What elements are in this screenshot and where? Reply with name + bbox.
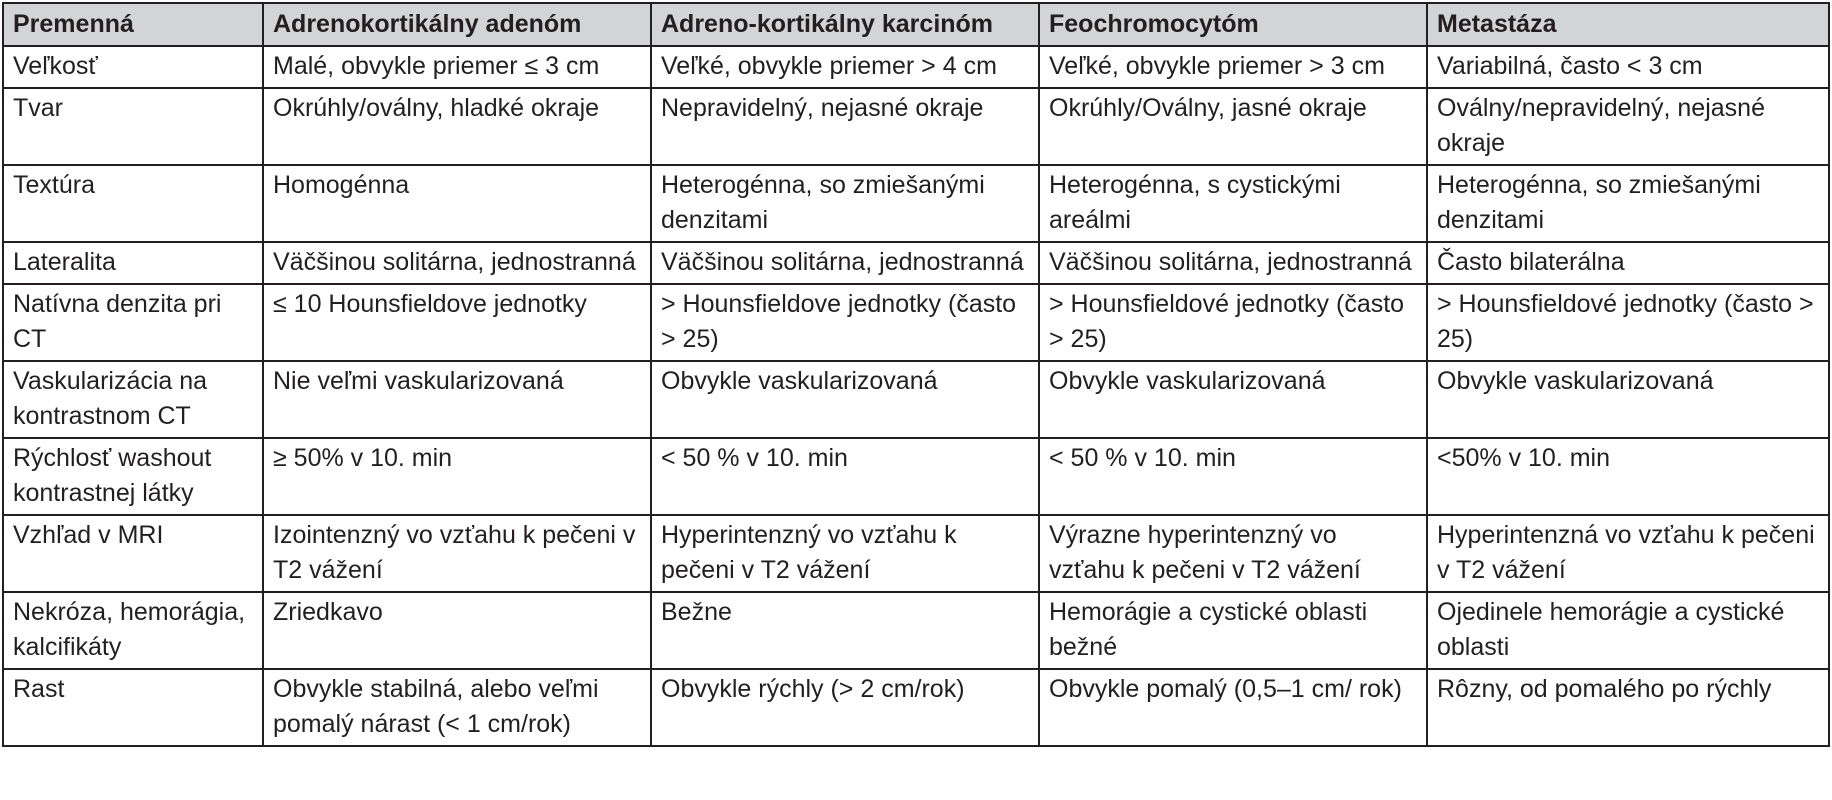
header-cell-carcinoma: Adreno-kortikálny karcinóm <box>651 3 1039 46</box>
table-row <box>3 438 1829 515</box>
cell-variable: Vaskularizácia na kontrastnom CT <box>3 361 263 438</box>
cell-pheochromocytoma: > Hounsfieldové jednotky (často > 25) <box>1039 284 1427 361</box>
cell-carcinoma: Bežne <box>651 592 1039 669</box>
cell-carcinoma: Heterogénna, so zmiešanými denzitami <box>651 165 1039 242</box>
cell-variable: Nekróza, hemorágia, kalcifikáty <box>3 592 263 669</box>
table-row <box>3 284 1829 361</box>
cell-carcinoma: Väčšinou solitárna, jednostranná <box>651 242 1039 284</box>
table-row <box>3 242 1829 284</box>
cell-metastasis: Rôzny, od pomalého po rýchly <box>1427 669 1829 746</box>
cell-carcinoma: Veľké, obvykle priemer > 4 cm <box>651 46 1039 88</box>
cell-pheochromocytoma: Výrazne hyperintenzný vo vzťahu k pečeni v T2 vážení <box>1039 515 1427 592</box>
cell-metastasis: > Hounsfieldové jednotky (často > 25) <box>1427 284 1829 361</box>
cell-carcinoma: < 50 % v 10. min <box>651 438 1039 515</box>
header-cell-variable: Premenná <box>3 3 263 46</box>
cell-variable: Vzhľad v MRI <box>3 515 263 592</box>
cell-metastasis: Obvykle vaskularizovaná <box>1427 361 1829 438</box>
cell-metastasis: Ojedinele hemorágie a cystické oblasti <box>1427 592 1829 669</box>
cell-metastasis: Hyperintenzná vo vzťahu k pečeni v T2 vážení <box>1427 515 1829 592</box>
cell-adenoma: Obvykle stabilná, alebo veľmi pomalý nárast (< 1 cm/rok) <box>263 669 651 746</box>
table-row <box>3 515 1829 592</box>
cell-metastasis: Heterogénna, so zmiešanými denzitami <box>1427 165 1829 242</box>
table-row <box>3 361 1829 438</box>
cell-variable: Rýchlosť washout kontrastnej látky <box>3 438 263 515</box>
table-row <box>3 88 1829 165</box>
header-cell-metastasis: Metastáza <box>1427 3 1829 46</box>
cell-pheochromocytoma: Obvykle pomalý (0,5–1 cm/ rok) <box>1039 669 1427 746</box>
comparison-table <box>2 2 1830 747</box>
cell-variable: Tvar <box>3 88 263 165</box>
cell-carcinoma: Obvykle rýchly (> 2 cm/rok) <box>651 669 1039 746</box>
cell-adenoma: Izointenzný vo vzťahu k pečeni v T2 vážení <box>263 515 651 592</box>
cell-variable: Rast <box>3 669 263 746</box>
cell-pheochromocytoma: Hemorágie a cystické oblasti bežné <box>1039 592 1427 669</box>
cell-pheochromocytoma: Obvykle vaskularizovaná <box>1039 361 1427 438</box>
table-row <box>3 165 1829 242</box>
table-header <box>3 3 1829 46</box>
cell-variable: Natívna denzita pri CT <box>3 284 263 361</box>
cell-pheochromocytoma: Heterogénna, s cystickými areálmi <box>1039 165 1427 242</box>
cell-pheochromocytoma: Väčšinou solitárna, jednostranná <box>1039 242 1427 284</box>
header-cell-adenoma: Adrenokortikálny adenóm <box>263 3 651 46</box>
cell-adenoma: Homogénna <box>263 165 651 242</box>
cell-metastasis: <50% v 10. min <box>1427 438 1829 515</box>
cell-carcinoma: > Hounsfieldove jednotky (často > 25) <box>651 284 1039 361</box>
cell-carcinoma: Obvykle vaskularizovaná <box>651 361 1039 438</box>
table-row <box>3 592 1829 669</box>
cell-adenoma: Okrúhly/oválny, hladké okraje <box>263 88 651 165</box>
cell-adenoma: Malé, obvykle priemer ≤ 3 cm <box>263 46 651 88</box>
cell-variable: Veľkosť <box>3 46 263 88</box>
table-body <box>3 46 1829 746</box>
header-row <box>3 3 1829 46</box>
cell-metastasis: Často bilaterálna <box>1427 242 1829 284</box>
cell-carcinoma: Nepravidelný, nejasné okraje <box>651 88 1039 165</box>
cell-adenoma: ≤ 10 Hounsfieldove jednotky <box>263 284 651 361</box>
cell-adenoma: ≥ 50% v 10. min <box>263 438 651 515</box>
cell-metastasis: Variabilná, často < 3 cm <box>1427 46 1829 88</box>
table-row <box>3 46 1829 88</box>
header-cell-pheochromocytoma: Feochromocytóm <box>1039 3 1427 46</box>
cell-metastasis: Oválny/nepravidelný, nejasné okraje <box>1427 88 1829 165</box>
cell-pheochromocytoma: Veľké, obvykle priemer > 3 cm <box>1039 46 1427 88</box>
cell-pheochromocytoma: Okrúhly/Oválny, jasné okraje <box>1039 88 1427 165</box>
cell-variable: Lateralita <box>3 242 263 284</box>
cell-adenoma: Väčšinou solitárna, jednostranná <box>263 242 651 284</box>
cell-variable: Textúra <box>3 165 263 242</box>
table-row <box>3 669 1829 746</box>
cell-carcinoma: Hyperintenzný vo vzťahu k pečeni v T2 vážení <box>651 515 1039 592</box>
cell-adenoma: Zriedkavo <box>263 592 651 669</box>
cell-adenoma: Nie veľmi vaskularizovaná <box>263 361 651 438</box>
cell-pheochromocytoma: < 50 % v 10. min <box>1039 438 1427 515</box>
